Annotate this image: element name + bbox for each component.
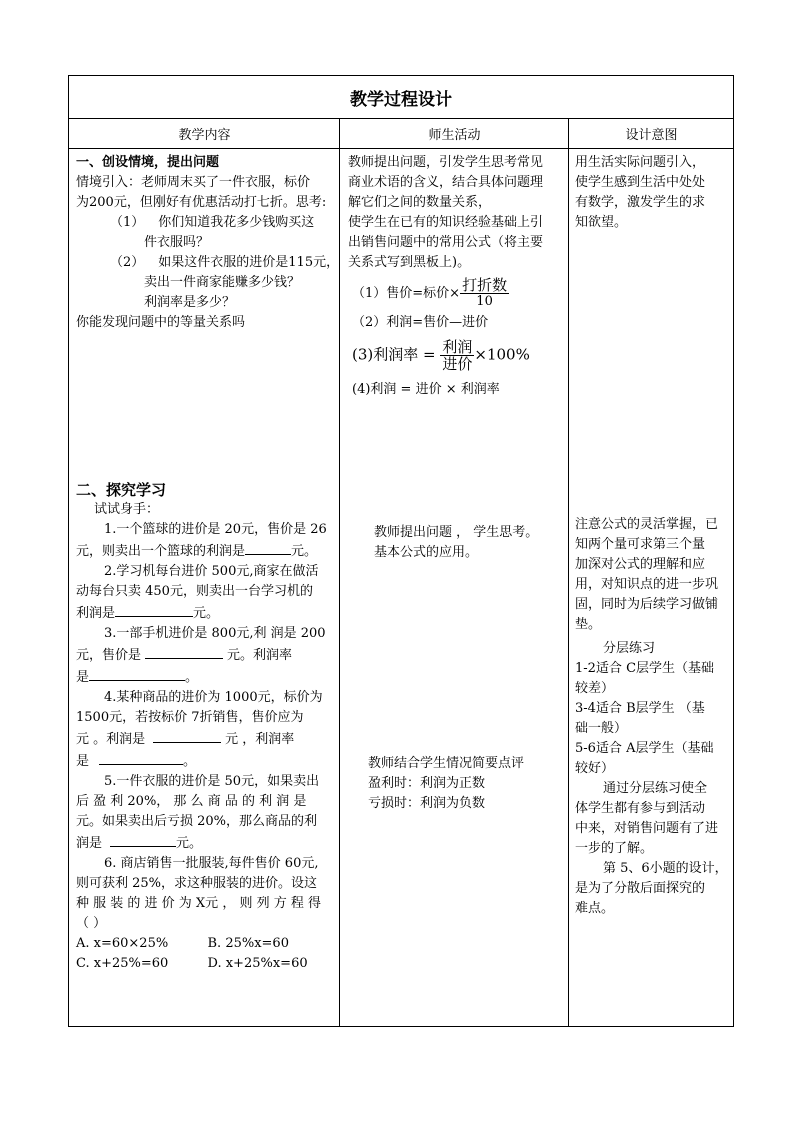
problem4-text-c: 元 。利润是 — [76, 732, 146, 747]
intent1-line-2: 使学生感到生活中处处 — [575, 175, 706, 190]
formula-profit-rate-fraction — [440, 339, 474, 372]
problem3-line-b — [76, 644, 339, 666]
problem5-text-d: 润是 — [76, 836, 103, 851]
answer-blank[interactable] — [89, 666, 185, 681]
problem3-text-e: 。 — [185, 670, 199, 685]
problem6-line-b: 则可获利 25%，求这种服装的进价。设这 — [76, 876, 318, 891]
problem1-text-b: 元，则卖出一个篮球的利润是 — [76, 544, 246, 559]
question-2-line-c: 利润率是多少？ — [144, 295, 236, 310]
answer-blank[interactable] — [99, 750, 183, 765]
problem4-text-e: 是 — [76, 754, 90, 769]
problem6-line-c: 种 服 装 的 进 价 为 X元 ， 则 列 方 程 得 — [76, 896, 321, 911]
section1-closing: 你能发现问题中的等量关系吗 — [76, 315, 246, 330]
problem4-text-f: 。 — [183, 754, 197, 769]
intent2-line-6: 垫。 — [575, 617, 602, 632]
teacher1-line-2: 商业术语的含义，结合具体问题理 — [348, 175, 544, 190]
teacher1-line-6: 关系式写到黑板上)。 — [348, 255, 471, 270]
question-2-number: （2） — [110, 255, 145, 270]
answer-blank[interactable] — [145, 644, 223, 659]
teacher1-line-1: 教师提出问题，引发学生思考常见 — [348, 155, 544, 170]
design-intent-2 — [575, 515, 732, 919]
intent2-line-5: 固，同时为后续学习做铺 — [575, 597, 719, 612]
formula-price — [348, 277, 568, 310]
intent2-line-2: 知两个量可求第三个量 — [575, 537, 706, 552]
intent2-line-12: 5-6适合 A层学生（基础 — [575, 741, 714, 756]
question-1-number: （1） — [110, 215, 145, 230]
teacher2-line-2: 基本公式的应用。 — [374, 545, 479, 560]
formula-profit-rate-numerator: 利润 — [442, 338, 473, 356]
problem2-line-c — [76, 602, 339, 624]
problem5-line-a: 5.一件衣服的进价是 50元，如果卖出 — [104, 774, 320, 789]
problem2-line-b: 动每台只卖 450元，则卖出一台学习机的 — [76, 584, 313, 599]
answer-blank[interactable] — [110, 832, 176, 847]
intent2-line-3: 加深对公式的理解和应 — [575, 557, 706, 572]
lesson-design-table — [68, 75, 734, 1027]
problem1-text-c: 元。 — [291, 544, 318, 559]
intent2-line-4: 用，对知识点的进一步巩 — [575, 577, 719, 592]
column-divider-2 — [568, 119, 569, 1026]
try-yourself-label: 试试身手： — [94, 502, 160, 517]
teacher2-line-1: 教师提出问题 ， 学生思考。 — [374, 525, 539, 540]
teacher2-line-4: 盈利时：利润为正数 — [368, 776, 486, 791]
question-2-line-b: 卖出一件商家能赚多少钱？ — [144, 275, 301, 290]
section2-heading: 二、探究学习 — [76, 481, 167, 499]
intent1-line-3: 有数学，激发学生的求 — [575, 195, 706, 210]
teacher1-line-5: 出销售问题中的常用公式（将主要 — [348, 235, 544, 250]
formula-profit-rate-prefix: (3)利润率 = — [352, 345, 436, 364]
question-1-line-a — [76, 213, 339, 233]
scene-line-2: 为200元，但刚好有优惠活动打七折。思考: — [76, 195, 327, 210]
problem6-line-d: （ ） — [76, 916, 107, 931]
problem3-text-d: 是 — [76, 670, 90, 685]
question-2-text-a: 如果这件衣服的进价是115元， — [158, 255, 340, 270]
intent2-line-10: 3-4适合 B层学生 （基 — [575, 701, 705, 716]
problem5-line-b: 后 盈 利 20%， 那 么 商 品 的 利 润 是 — [76, 794, 307, 809]
teacher1-line-4: 使学生在已有的知识经验基础上引 — [348, 215, 544, 230]
design-intent-1 — [575, 153, 732, 233]
section1-content — [76, 153, 339, 333]
intent2-line-15: 体学生都有参与到活动 — [575, 801, 706, 816]
problem3-line-c — [76, 666, 339, 688]
formula-price-fraction — [460, 277, 509, 310]
answer-blank[interactable] — [245, 540, 291, 555]
intent2-line-9: 较差） — [575, 681, 615, 696]
formula-profit-rate — [348, 339, 568, 372]
intent1-line-1: 用生活实际问题引入， — [575, 155, 706, 170]
formula-price-denominator: 10 — [476, 294, 493, 309]
intent1-line-4: 知欲望。 — [575, 215, 628, 230]
problem5-line-d — [76, 832, 339, 854]
formula-price-numerator: 打折数 — [462, 276, 508, 294]
intent2-line-18: 第 5、6小题的设计， — [603, 861, 728, 876]
answer-blank[interactable] — [115, 602, 193, 617]
problem4-line-b: 1500元，若按标价 7折销售，售价应为 — [76, 710, 304, 725]
teacher1-line-3: 解它们之间的数量关系， — [348, 195, 492, 210]
column-divider-1 — [339, 119, 340, 1026]
scene-line-1: 情境引入：老师周末买了一件衣服，标价 — [76, 175, 311, 190]
formula-profit-rate-denominator: 进价 — [442, 355, 473, 373]
intent2-line-16: 中来，对销售问题有了进 — [575, 821, 719, 836]
teacher2-line-5: 亏损时：利润为负数 — [368, 796, 486, 811]
intent2-line-19: 是为了分散后面探究的 — [575, 881, 706, 896]
header-teacher-student-activity: 师生活动 — [428, 128, 481, 143]
table-title: 教学过程设计 — [69, 76, 733, 119]
problem3-text-c: 元。利润率 — [227, 648, 293, 663]
problem4-text-d: 元 ，利润率 — [225, 732, 295, 747]
intent2-line-7: 分层练习 — [603, 641, 656, 656]
problem2-text-d: 元。 — [193, 606, 220, 621]
intent2-line-17: 一步的了解。 — [575, 841, 654, 856]
options-row-2 — [76, 954, 339, 974]
question-1-text-a: 你们知道我花多少钱购买这 — [158, 215, 315, 230]
intent2-line-14: 通过分层练习使全 — [603, 781, 708, 796]
intent2-line-1: 注意公式的灵活掌握，已 — [575, 517, 719, 532]
problem5-line-c: 元。如果卖出后亏损 20%，那么商品的利 — [76, 814, 318, 829]
header-design-intent: 设计意图 — [625, 128, 678, 143]
problem6-line-a: 6. 商店销售一批服装,每件售价 60元, — [104, 856, 319, 871]
formula-profit-product: (4)利润 = 进价 × 利润率 — [352, 382, 500, 397]
section2-content — [76, 480, 339, 974]
teacher-activity-1 — [348, 153, 568, 400]
formula-profit-rate-suffix: ×100% — [474, 345, 530, 364]
problem3-text-b: 元，售价是 — [76, 648, 142, 663]
intent2-line-11: 础一般） — [575, 721, 628, 736]
formula-profit: （2）利润=售价—进价 — [352, 315, 489, 330]
answer-blank[interactable] — [153, 728, 221, 743]
intent2-line-13: 较好） — [575, 761, 615, 776]
table-header-row — [69, 119, 733, 149]
option-b[interactable]: B. 25%x=60 — [207, 936, 289, 951]
intent2-line-20: 难点。 — [575, 901, 615, 916]
intent2-line-8: 1-2适合 C层学生（基础 — [575, 661, 715, 676]
problem2-line-a: 2.学习机每台进价 500元,商家在做活 — [104, 564, 319, 579]
problem1-line-b — [76, 540, 339, 562]
header-teaching-content: 教学内容 — [178, 128, 231, 143]
teacher2-line-3: 教师结合学生情况简要点评 — [368, 756, 525, 771]
problem5-text-e: 元。 — [176, 836, 203, 851]
section1-heading: 一、创设情境，提出问题 — [76, 155, 220, 170]
problem4-line-a: 4.某种商品的进价为 1000元，标价为 — [104, 690, 323, 705]
teacher-activity-2a — [348, 523, 594, 563]
options-row-1 — [76, 934, 339, 954]
question-1-line-b: 件衣服吗？ — [144, 235, 210, 250]
option-d[interactable]: D. x+25%x=60 — [207, 956, 308, 971]
problem2-text-c: 利润是 — [76, 606, 116, 621]
problem4-line-d — [76, 750, 339, 772]
question-2-line-a — [76, 253, 339, 273]
problem3-line-a: 3.一部手机进价是 800元,利 润是 200 — [104, 626, 326, 641]
problem1-line-a: 1.一个篮球的进价是 20元，售价是 26 — [104, 522, 327, 537]
problem4-line-c — [76, 728, 339, 750]
option-c[interactable]: C. x+25%=60 — [76, 956, 169, 971]
option-a[interactable]: A. x=60×25% — [76, 936, 169, 951]
teacher-activity-2b — [348, 754, 588, 814]
formula-price-prefix: （1）售价=标价× — [352, 286, 461, 301]
